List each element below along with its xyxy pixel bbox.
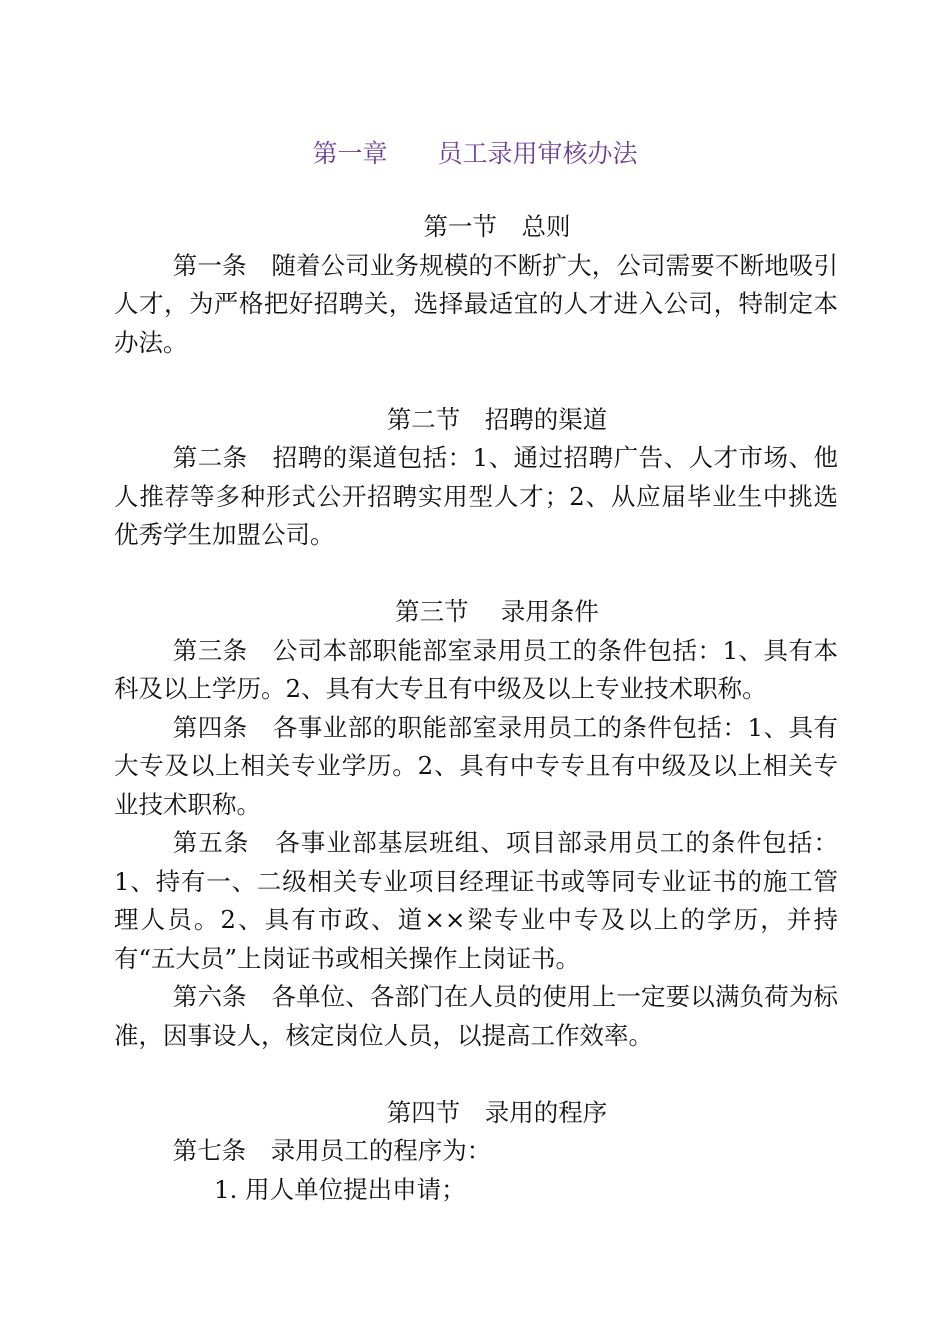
- article-paragraph: 第六条 各单位、各部门在人员的使用上一定要以满负荷为标准，因事设人，核定岗位人员，以提高工作效率。: [114, 982, 838, 1050]
- article-paragraph: 第五条 各事业部基层班组、项目部录用员工的条件包括：1、持有一、二级相关专业项目经理证书或等同专业证书的施工管理人员。2、具有市政、道××梁专业中专及以上的学历，并持有“五大员”上岗证书或相关操作上岗证书。: [114, 828, 838, 973]
- article-paragraph: 第三条 公司本部职能部室录用员工的条件包括：1、具有本科及以上学历。2、具有大专且有中级及以上专业技术职称。: [114, 635, 838, 703]
- article-paragraph: 第一条 随着公司业务规模的不断扩大，公司需要不断地吸引人才，为严格把好招聘关，选择最适宜的人才进入公司，特制定本办法。: [114, 250, 838, 357]
- section-spacer: [114, 362, 838, 401]
- article-paragraph: 第二条 招聘的渠道包括：1、通过招聘广告、人才市场、他人推荐等多种形式公开招聘实用型人才；2、从应届毕业生中挑选优秀学生加盟公司。: [114, 443, 838, 549]
- section-title: 第二节 招聘的渠道: [386, 404, 608, 434]
- article-paragraph: 第四条 各事业部的职能部室录用员工的条件包括：1、具有大专及以上相关专业学历。2、具有中专专且有中级及以上相关专业技术职称。: [114, 712, 838, 819]
- section-title: 第一节 总则: [423, 212, 571, 241]
- document-body: [114, 208, 838, 1209]
- section-title: 第四节 录用的程序: [386, 1097, 608, 1127]
- chapter-title: 第一章 员工录用审核办法: [312, 139, 638, 168]
- section-spacer: [114, 555, 838, 594]
- section-title: 第三节 录用条件: [395, 597, 599, 626]
- section-spacer: [114, 1055, 838, 1094]
- article-paragraph: 第七条 录用员工的程序为：: [172, 1136, 492, 1165]
- list-item: 1. 用人单位提出申请；: [214, 1174, 466, 1204]
